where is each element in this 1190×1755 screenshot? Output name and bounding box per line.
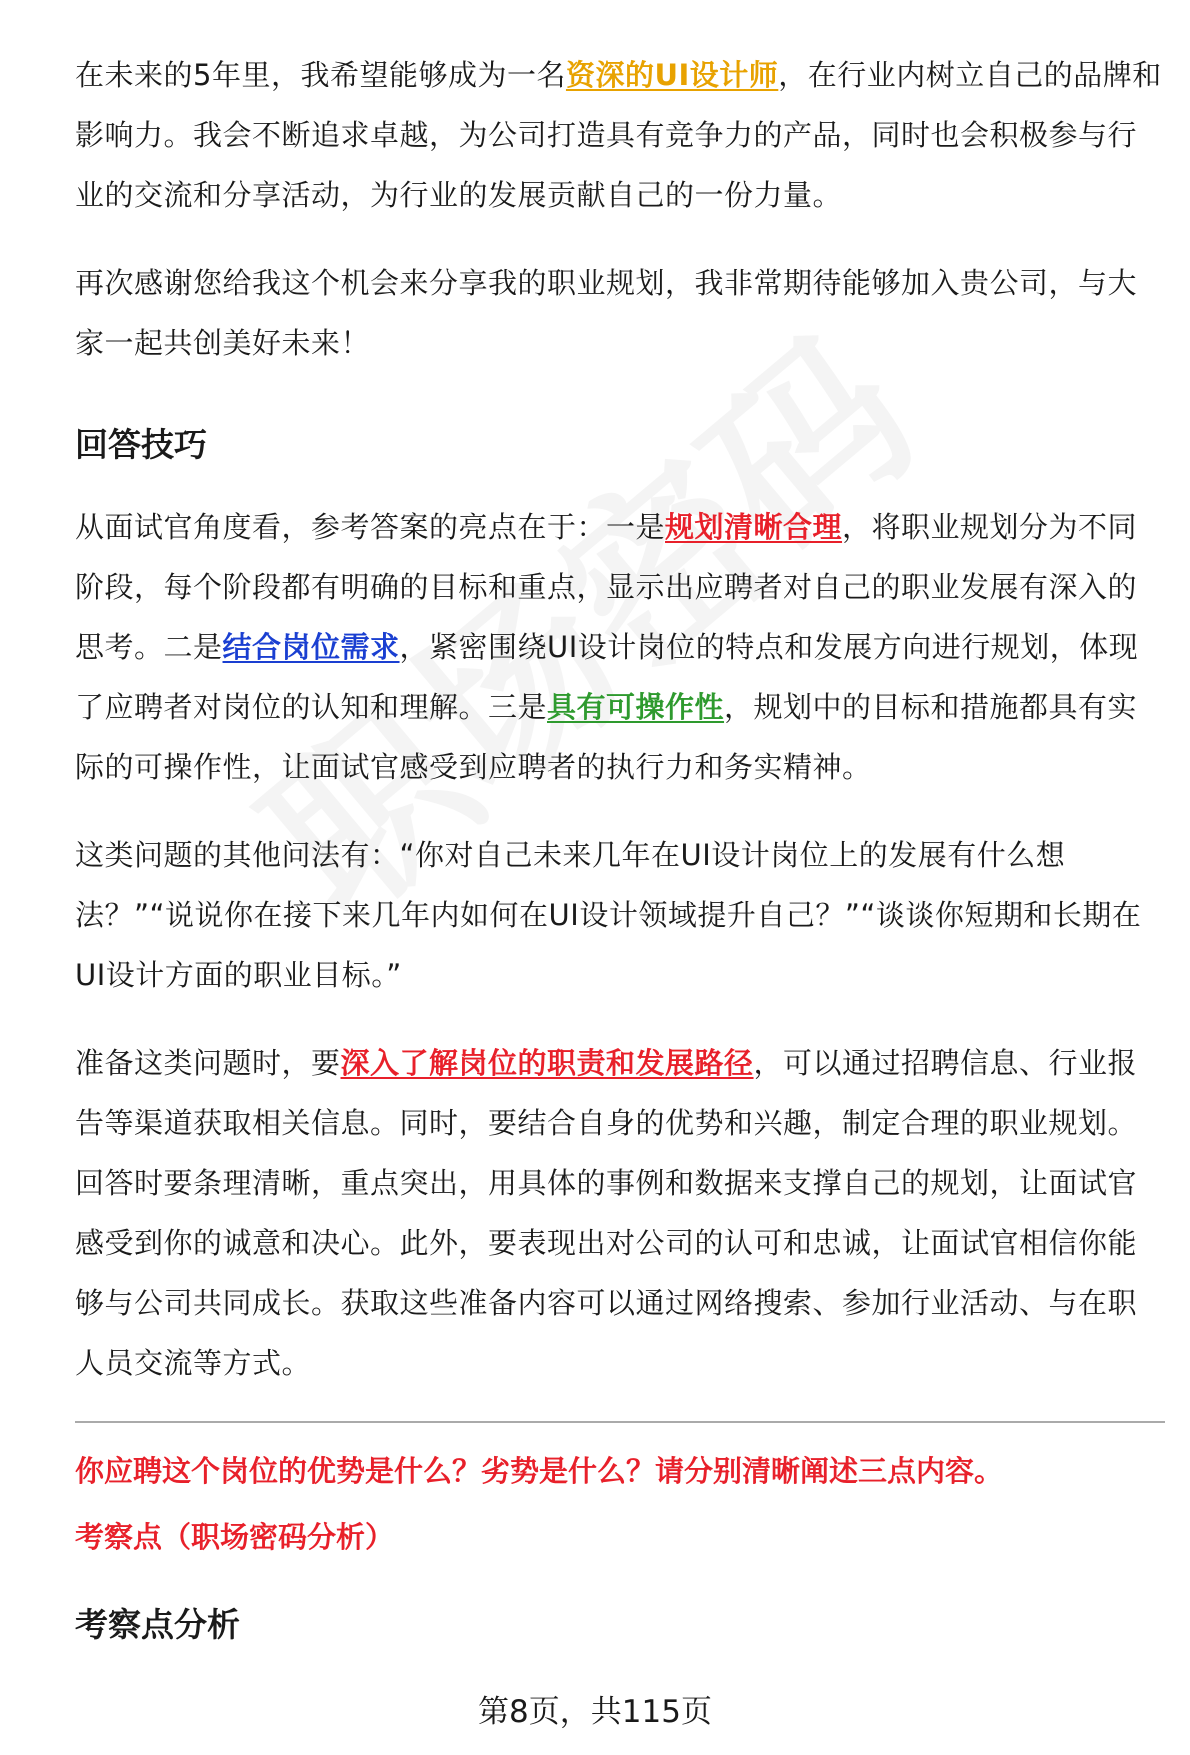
paragraph-alternative-questions: 这类问题的其他问法有：“你对自己未来几年在UI设计岗位上的发展有什么想法？”“说说你在接下来几年内如何在UI设计领域提升自己？”“谈谈你短期和长期在UI设计方面的职业目标。” (75, 838, 1142, 992)
question-subtitle: 考察点（职场密码分析） (75, 1520, 395, 1554)
highlight-operability: 具有可操作性 (547, 690, 725, 724)
document-body (75, 45, 1165, 1647)
highlight-job-requirements: 结合岗位需求 (222, 630, 400, 664)
paragraph-thanks: 再次感谢您给我这个机会来分享我的职业规划，我非常期待能够加入贵公司，与大家一起共创美好未来！ (75, 266, 1138, 360)
highlight-job-duties: 深入了解岗位的职责和发展路径 (340, 1046, 754, 1080)
highlight-senior-ui-designer: 资深的UI设计师 (565, 58, 779, 92)
section-title-answer-tips: 回答技巧 (75, 425, 207, 464)
highlight-clear-plan: 规划清晰合理 (665, 510, 843, 544)
paragraph-preparation: 准备这类问题时，要深入了解岗位的职责和发展路径，可以通过招聘信息、行业报告等渠道获取相关信息。同时，要结合自身的优势和兴趣，制定合理的职业规划。回答时要条理清晰，重点突出，用具体的事例和数据来支撑自己的规划，让面试官感受到你的诚意和决心。此外，要表现出对公司的认可和忠诚，让面试官相信你能够与公司共同成长。获取这些准备内容可以通过网络搜索、参加行业活动、与在职人员交流等方式。 (75, 1046, 1138, 1380)
paragraph-career-goal: 在未来的5年里，我希望能够成为一名资深的UI设计师，在行业内树立自己的品牌和影响力。我会不断追求卓越，为公司打造具有竞争力的产品，同时也会积极参与行业的交流和分享活动，为行业的发展贡献自己的一份力量。 (75, 58, 1162, 212)
question-title: 你应聘这个岗位的优势是什么？劣势是什么？请分别清晰阐述三点内容。 (75, 1454, 1004, 1488)
divider (75, 1421, 1165, 1423)
section-title-analysis: 考察点分析 (75, 1605, 240, 1644)
paragraph-highlights: 从面试官角度看，参考答案的亮点在于：一是规划清晰合理，将职业规划分为不同阶段，每个阶段都有明确的目标和重点，显示出应聘者对自己的职业发展有深入的思考。二是结合岗位需求，紧密围绕UI设计岗位的特点和发展方向进行规划，体现了应聘者对岗位的认知和理解。三是具有可操作性，规划中的目标和措施都具有实际的可操作性，让面试官感受到应聘者的执行力和务实精神。 (75, 510, 1139, 784)
page-number: 第8页，共115页 (478, 1694, 712, 1730)
